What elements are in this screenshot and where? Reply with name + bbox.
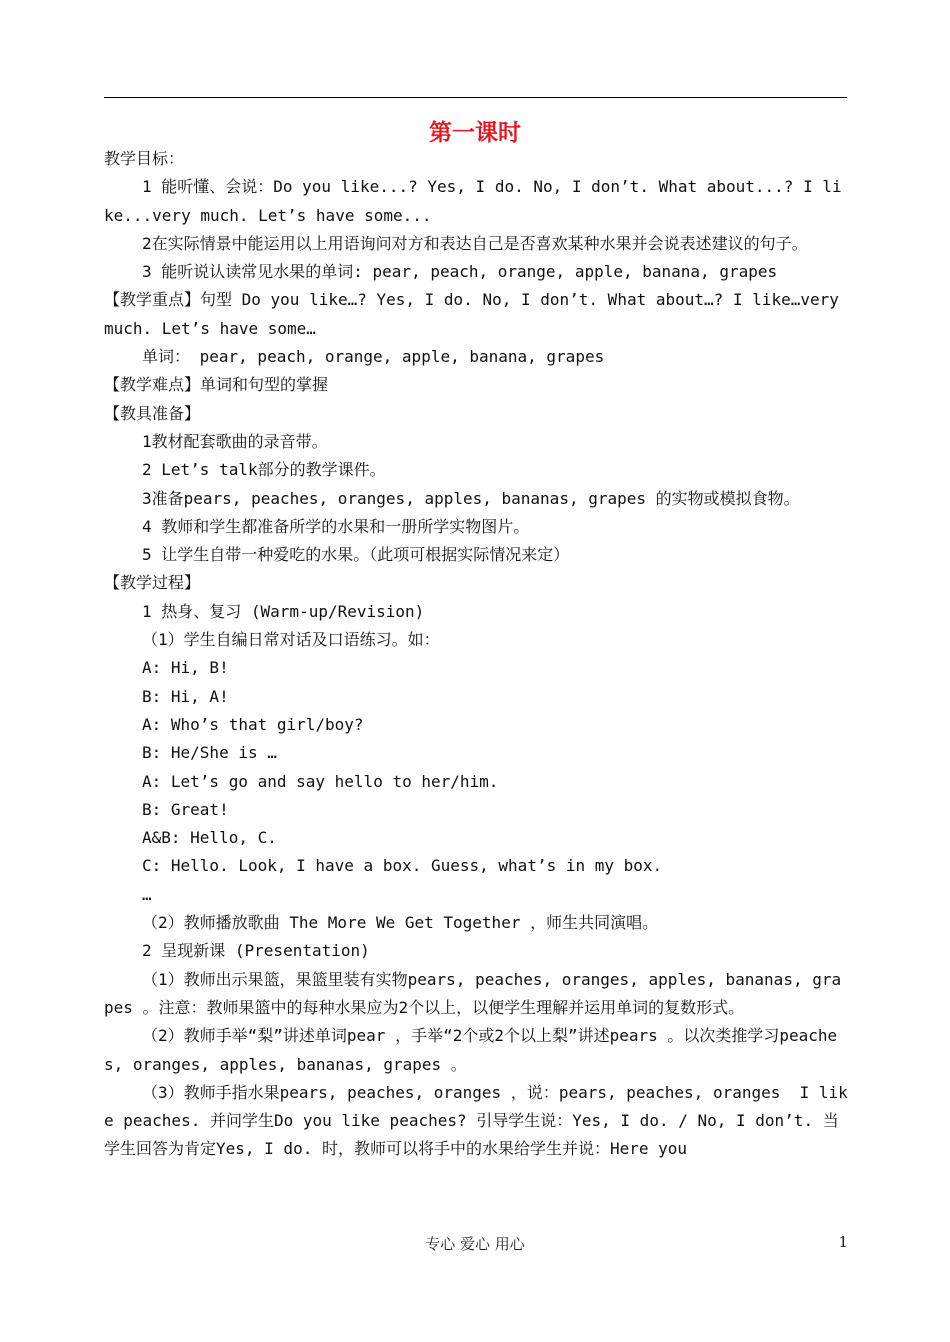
paragraph: 1教材配套歌曲的录音带。: [142, 431, 328, 451]
page-footer: [0, 1233, 950, 1255]
page-number: 1: [838, 1233, 848, 1251]
document-body: [104, 145, 848, 1164]
paragraph: 3 能听说认读常见水果的单词: pear, peach, orange, apple, banana, grapes: [142, 262, 778, 282]
paragraph: 5 让学生自带一种爱吃的水果。（此项可根据实际情况来定）: [142, 545, 570, 565]
paragraph: （3）教师手指水果pears, peaches, oranges ，说：pears, peaches, oranges I like peaches. 并问学生Do you like peaches? 引导学生说：Yes, I do. / No, I don’t. 当学生回答为肯定Yes, I do. 时，教师可以将手中的水果给学生并说：Here you: [104, 1082, 848, 1159]
paragraph: B: He/She is …: [142, 743, 277, 763]
paragraph: 【教学难点】单词和句型的掌握: [104, 375, 329, 395]
paragraph: 1 能听懂、会说：Do you like...? Yes, I do. No, I don’t. What about...? I like...very much. Let’s have some...: [104, 177, 842, 225]
paragraph: 单词： pear, peach, orange, apple, banana, grapes: [142, 347, 605, 367]
page-title: 第一课时: [429, 120, 521, 146]
paragraph: B: Great!: [142, 799, 229, 819]
paragraph: 【教学过程】: [104, 573, 201, 593]
paragraph: 1 热身、复习 (Warm-up/Revision): [142, 601, 425, 621]
paragraph: 2 呈现新课 (Presentation): [142, 941, 370, 961]
paragraph: 3准备pears, peaches, oranges, apples, bananas, grapes 的实物或模拟食物。: [142, 488, 800, 508]
paragraph: （1）学生自编日常对话及口语练习。如：: [142, 630, 440, 650]
paragraph: C: Hello. Look, I have a box. Guess, what’s in my box.: [142, 856, 663, 876]
paragraph: 【教学重点】句型 Do you like…? Yes, I do. No, I don’t. What about…? I like…very much. Let’s have some…: [104, 290, 849, 338]
paragraph: A: Let’s go and say hello to her/him.: [142, 771, 499, 791]
paragraph: 2 Let’s talk部分的教学课件。: [142, 460, 386, 480]
paragraph: A&B: Hello, C.: [142, 828, 277, 848]
paragraph: 4 教师和学生都准备所学的水果和一册所学实物图片。: [142, 516, 530, 536]
paragraph: （1）教师出示果篮，果篮里装有实物pears, peaches, oranges, apples, bananas, grapes 。注意：教师果篮中的每种水果应为2个以上，以便学生理解并运用单词的复数形式。: [104, 969, 842, 1017]
paragraph: …: [142, 884, 152, 904]
paragraph: A: Hi, B!: [142, 658, 229, 678]
paragraph: B: Hi, A!: [142, 686, 229, 706]
paragraph: A: Who’s that girl/boy?: [142, 714, 364, 734]
paragraph: 教学目标：: [104, 149, 185, 168]
paragraph: （2）教师手举“梨”讲述单词pear ，手举“2个或2个以上梨”讲述pears 。以次类推学习peaches, oranges, apples, bananas, grapes 。: [104, 1026, 838, 1074]
paragraph: 【教具准备】: [104, 403, 201, 423]
paragraph: （2）教师播放歌曲 The More We Get Together ，师生共同演唱。: [142, 913, 659, 933]
header-rule: [104, 97, 847, 98]
footer-slogan: 专心 爱心 用心: [425, 1235, 525, 1253]
paragraph: 2在实际情景中能运用以上用语询问对方和表达自己是否喜欢某种水果并会说表述建议的句子。: [142, 233, 808, 253]
